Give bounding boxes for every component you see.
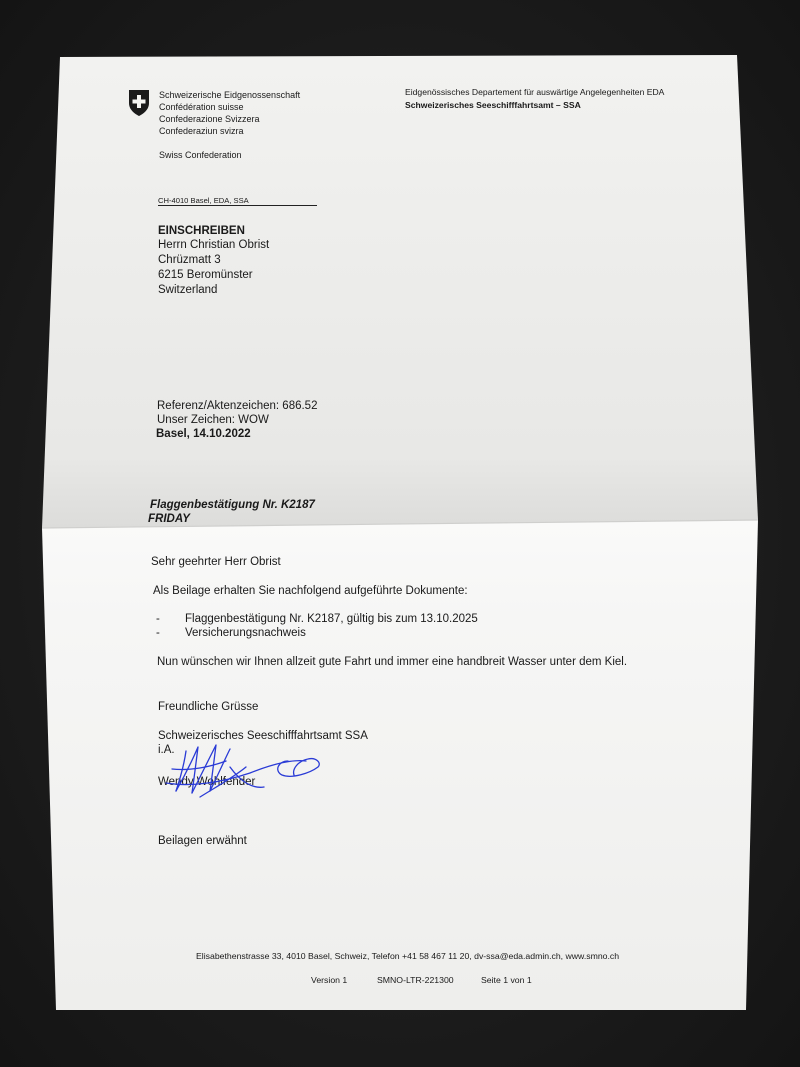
list-item: Flaggenbestätigung Nr. K2187, gültig bis zum 13.10.2025: [185, 613, 478, 625]
reference-place-date: Basel, 14.10.2022: [156, 428, 251, 440]
salutation: Sehr geehrter Herr Obrist: [151, 556, 281, 568]
footer-doc-code: SMNO-LTR-221300: [377, 975, 454, 985]
signatory-org: Schweizerisches Seeschifffahrtsamt SSA: [158, 730, 368, 742]
enclosures-note: Beilagen erwähnt: [158, 835, 247, 847]
mail-type: EINSCHREIBEN: [158, 225, 245, 237]
confederation-fr: Confédération suisse: [159, 102, 244, 112]
footer-address: Elisabethenstrasse 33, 4010 Basel, Schweiz, Telefon +41 58 467 11 20, dv-ssa@eda.admin.ch, www.smno.ch: [196, 951, 620, 961]
department-name: Eidgenössisches Departement für auswärtige Angelegenheiten EDA: [405, 87, 665, 97]
footer-version: Version 1: [311, 975, 348, 985]
sender-line-rule: [158, 205, 317, 206]
subject-vessel: FRIDAY: [148, 513, 190, 525]
closing: Freundliche Grüsse: [158, 701, 259, 713]
footer-page-number: Seite 1 von 1: [481, 975, 532, 985]
confederation-en: Swiss Confederation: [159, 150, 242, 160]
recipient-country: Switzerland: [158, 284, 218, 296]
list-item-bullet: -: [156, 613, 160, 625]
handwritten-signature: [160, 737, 330, 799]
wish-text: Nun wünschen wir Ihnen allzeit gute Fahrt und immer eine handbreit Wasser unter dem Kiel.: [157, 656, 628, 668]
swiss-crest-icon: [127, 89, 151, 117]
letter-sheet-top-half: [42, 55, 758, 528]
reference-file-number: Referenz/Aktenzeichen: 686.52: [157, 400, 318, 412]
office-name: Schweizerisches Seeschifffahrtsamt – SSA: [405, 100, 581, 110]
recipient-street: Chrüzmatt 3: [158, 254, 221, 266]
confederation-de: Schweizerische Eidgenossenschaft: [159, 90, 301, 100]
list-item: Versicherungsnachweis: [185, 627, 306, 639]
confederation-rm: Confederaziun svizra: [159, 126, 244, 136]
signatory-name: Wendy Wohlfender: [158, 776, 256, 788]
on-behalf: i.A.: [158, 744, 175, 756]
list-item-bullet: -: [156, 627, 160, 639]
subject-title: Flaggenbestätigung Nr. K2187: [150, 499, 315, 511]
confederation-it: Confederazione Svizzera: [159, 114, 260, 124]
intro-text: Als Beilage erhalten Sie nachfolgend aufgeführte Dokumente:: [153, 585, 468, 597]
recipient-name: Herrn Christian Obrist: [158, 239, 270, 251]
sender-line: CH-4010 Basel, EDA, SSA: [158, 196, 249, 205]
recipient-city: 6215 Beromünster: [158, 269, 253, 281]
reference-our-sign: Unser Zeichen: WOW: [157, 414, 269, 426]
